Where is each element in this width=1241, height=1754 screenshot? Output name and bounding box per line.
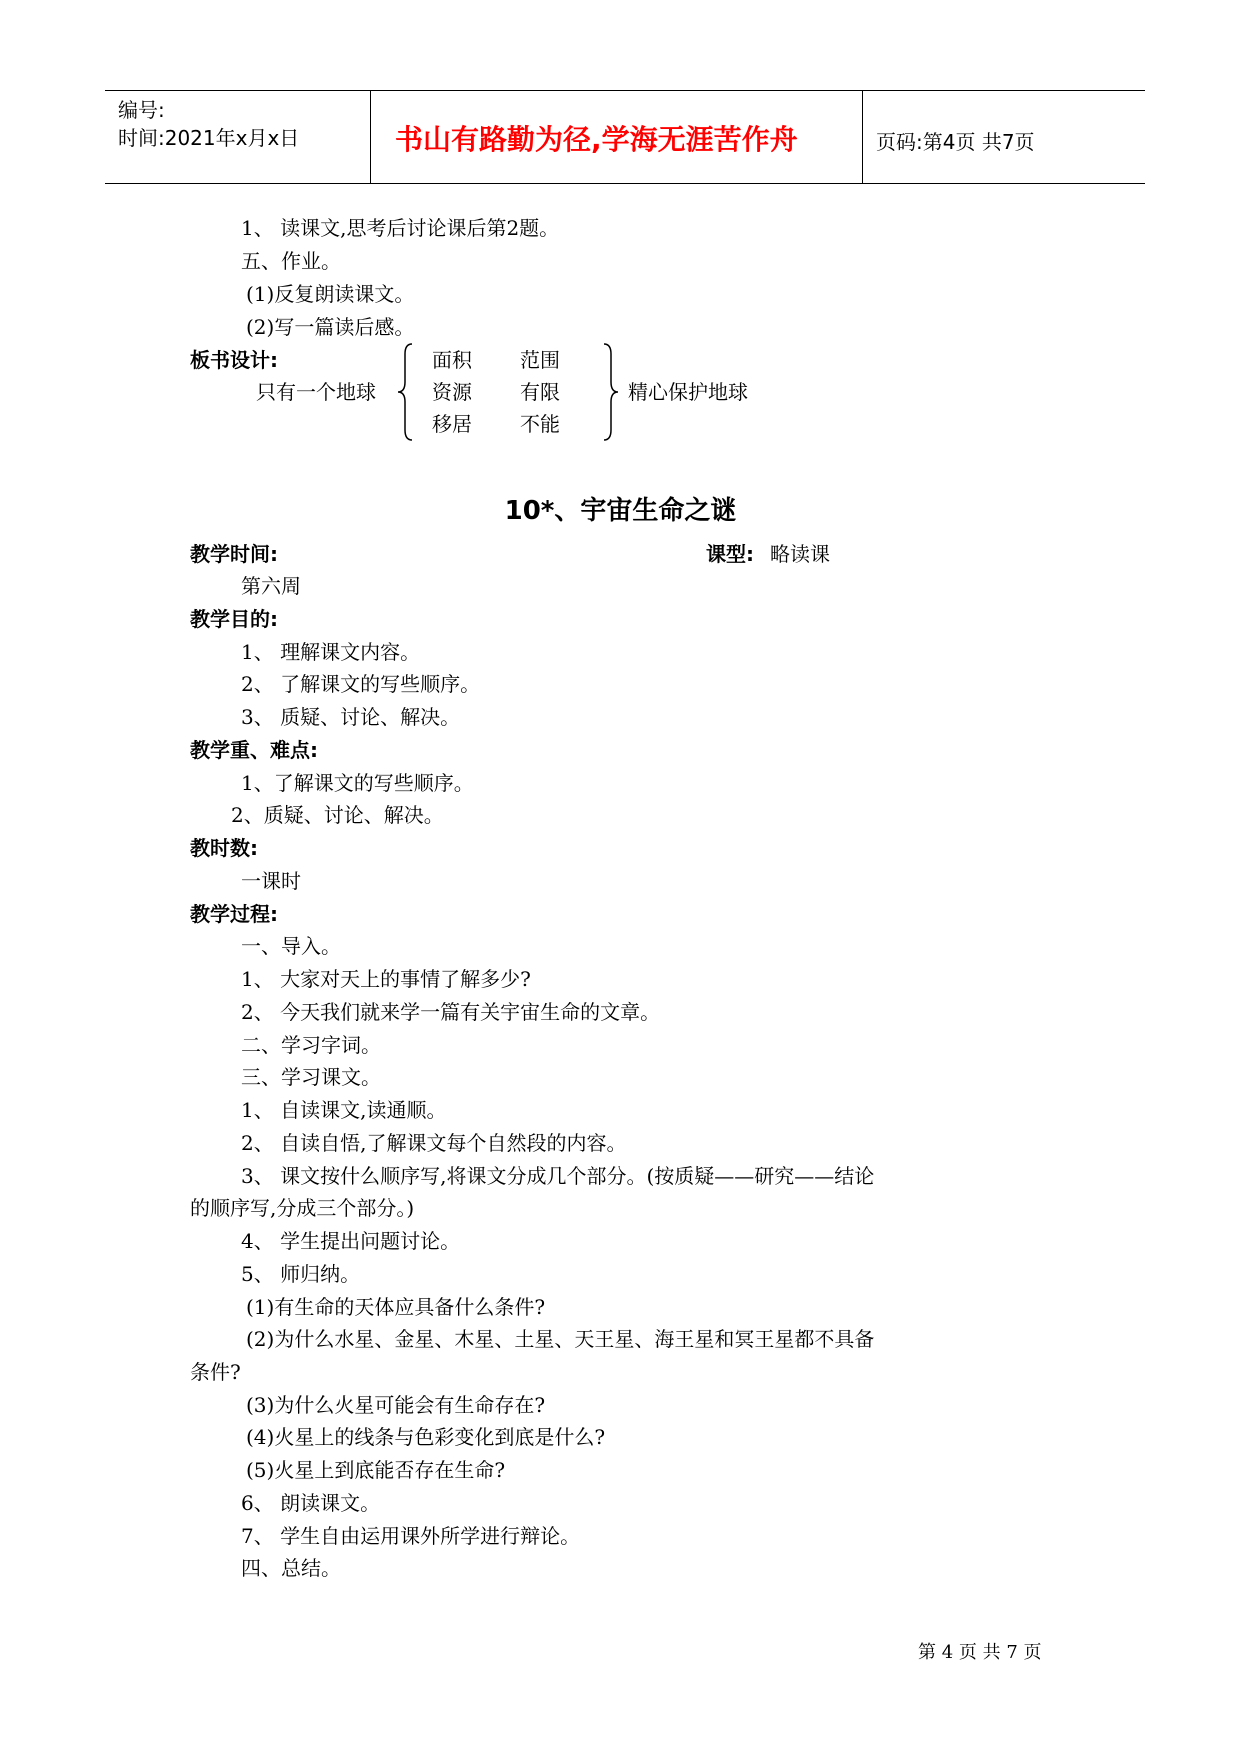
board-col1-item-3: 移居: [432, 412, 472, 436]
process-line-9: 的顺序写,分成三个部分。): [190, 1196, 415, 1220]
process-line-5: 三、学习课文。: [241, 1065, 381, 1089]
process-line-20: 四、总结。: [241, 1556, 341, 1580]
teaching-week: 第六周: [241, 574, 301, 598]
process-line-14: 条件?: [190, 1360, 241, 1384]
process-line-13: (2)为什么水星、金星、木星、土星、天王星、海王星和冥王星都不具备: [246, 1327, 875, 1351]
board-col2-item-2: 有限: [520, 380, 560, 404]
header-top-border: [105, 90, 1145, 91]
key-point-1: 1、了解课文的写些顺序。: [241, 771, 474, 795]
top-line-2: 五、作业。: [241, 249, 341, 273]
board-col1-item-1: 面积: [432, 348, 472, 372]
header-time-label: 时间:2021年x月x日: [118, 126, 300, 150]
teaching-time-label: 教学时间:: [190, 542, 278, 566]
top-line-4: (2)写一篇读后感。: [246, 315, 415, 339]
process-line-1: 一、导入。: [241, 934, 341, 958]
header-bottom-border: [105, 183, 1145, 184]
process-line-3: 2、 今天我们就来学一篇有关宇宙生命的文章。: [241, 1000, 661, 1024]
process-line-7: 2、 自读自悟,了解课文每个自然段的内容。: [241, 1131, 627, 1155]
page-footer: 第 4 页 共 7 页: [918, 1642, 1042, 1663]
key-point-2: 2、质疑、讨论、解决。: [231, 803, 444, 827]
lesson-type-label: 课型:: [706, 542, 754, 566]
header-divider-right: [862, 90, 863, 184]
key-points-label: 教学重、难点:: [190, 738, 318, 762]
board-left-text: 只有一个地球: [256, 380, 376, 404]
process-line-19: 7、 学生自由运用课外所学进行辩论。: [241, 1524, 581, 1548]
lesson-type-value: 略读课: [770, 542, 830, 566]
process-line-17: (5)火星上到底能否存在生命?: [246, 1458, 506, 1482]
header-motto: 书山有路勤为径,学海无涯苦作舟: [395, 123, 798, 156]
lesson-title: 10*、宇宙生命之谜: [504, 496, 737, 526]
process-line-18: 6、 朗读课文。: [241, 1491, 381, 1515]
process-line-2: 1、 大家对天上的事情了解多少?: [241, 967, 531, 991]
header-page-label: 页码:第4页 共7页: [876, 130, 1035, 154]
goal-3: 3、 质疑、讨论、解决。: [241, 705, 461, 729]
board-design-label: 板书设计:: [190, 348, 278, 372]
top-line-1: 1、 读课文,思考后讨论课后第2题。: [241, 216, 560, 240]
left-brace: [396, 342, 416, 442]
goals-label: 教学目的:: [190, 607, 278, 631]
hours-value: 一课时: [241, 869, 301, 893]
header-divider-left: [370, 90, 371, 184]
board-col1-item-2: 资源: [432, 380, 472, 404]
process-label: 教学过程:: [190, 902, 278, 926]
goal-2: 2、 了解课文的写些顺序。: [241, 672, 481, 696]
process-line-11: 5、 师归纳。: [241, 1262, 361, 1286]
process-line-4: 二、学习字词。: [241, 1033, 381, 1057]
process-line-10: 4、 学生提出问题讨论。: [241, 1229, 461, 1253]
board-right-text: 精心保护地球: [628, 380, 748, 404]
process-line-16: (4)火星上的线条与色彩变化到底是什么?: [246, 1425, 606, 1449]
process-line-8: 3、 课文按什么顺序写,将课文分成几个部分。(按质疑——研究——结论: [241, 1164, 875, 1188]
board-col2-item-1: 范围: [520, 348, 560, 372]
right-brace: [600, 342, 620, 442]
header-number-label: 编号:: [118, 98, 165, 122]
process-line-6: 1、 自读课文,读通顺。: [241, 1098, 447, 1122]
hours-label: 教时数:: [190, 836, 258, 860]
board-col2-item-3: 不能: [520, 412, 560, 436]
process-line-15: (3)为什么火星可能会有生命存在?: [246, 1393, 546, 1417]
process-line-12: (1)有生命的天体应具备什么条件?: [246, 1295, 546, 1319]
top-line-3: (1)反复朗读课文。: [246, 282, 415, 306]
goal-1: 1、 理解课文内容。: [241, 640, 421, 664]
